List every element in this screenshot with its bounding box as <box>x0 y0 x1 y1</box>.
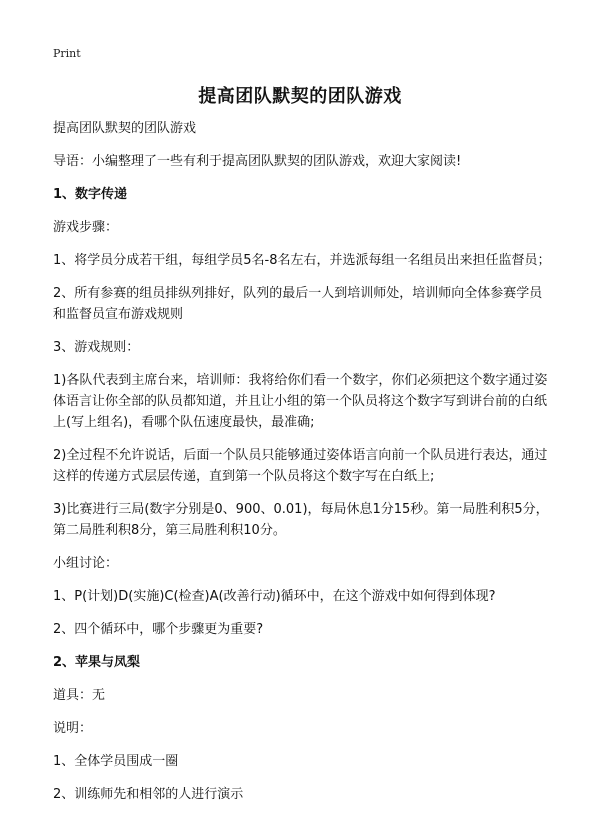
discussion-1: 1、P(计划)D(实施)C(检查)A(改善行动)循环中，在这个游戏中如何得到体现? <box>53 589 496 604</box>
description-1: 1、全体学员围成一圈 <box>53 754 179 769</box>
description-label: 说明： <box>53 721 93 736</box>
section-heading-number-relay: 1、数字传递 <box>53 187 128 202</box>
document-title: 提高团队默契的团队游戏 <box>198 86 402 107</box>
step-1: 1、将学员分成若干组，每组学员5名-8名左右，并选派每组一名组员出来担任监督员； <box>53 253 551 268</box>
rule-3: 3)比赛进行三局(数字分别是0、900、0.01)，每局休息1分15秒。第一局胜利积5分，第二局胜利积8分，第三局胜利积10分。 <box>53 502 549 538</box>
discussion-2: 2、四个循环中，哪个步骤更为重要? <box>53 622 264 637</box>
props-line: 道具：无 <box>53 688 106 703</box>
print-label: Print <box>53 47 81 60</box>
intro-paragraph: 导语：小编整理了一些有利于提高团队默契的团队游戏，欢迎大家阅读! <box>53 154 462 169</box>
rule-1: 1)各队代表到主席台来，培训师：我将给你们看一个数字，你们必须把这个数字通过姿体语言让你全部的队员都知道，并且让小组的第一个队员将这个数字写到讲台前的白纸上(写上组名)，看哪个队伍速度最快，最准确; <box>53 373 548 430</box>
discussion-label: 小组讨论： <box>53 556 119 571</box>
document-body <box>53 118 553 817</box>
section-heading-apple-pineapple: 2、苹果与凤梨 <box>53 655 141 670</box>
description-2: 2、训练师先和相邻的人进行演示 <box>53 787 244 802</box>
rule-2: 2)全过程不允许说话，后面一个队员只能够通过姿体语言向前一个队员进行表达，通过这样的传递方式层层传递，直到第一个队员将这个数字写在白纸上; <box>53 448 548 484</box>
rules-label: 3、游戏规则： <box>53 340 140 355</box>
steps-label: 游戏步骤： <box>53 220 119 235</box>
subtitle: 提高团队默契的团队游戏 <box>53 121 197 136</box>
step-2: 2、所有参赛的组员排纵列排好，队列的最后一人到培训师处，培训师向全体参赛学员和监督员宣布游戏规则 <box>53 286 543 322</box>
